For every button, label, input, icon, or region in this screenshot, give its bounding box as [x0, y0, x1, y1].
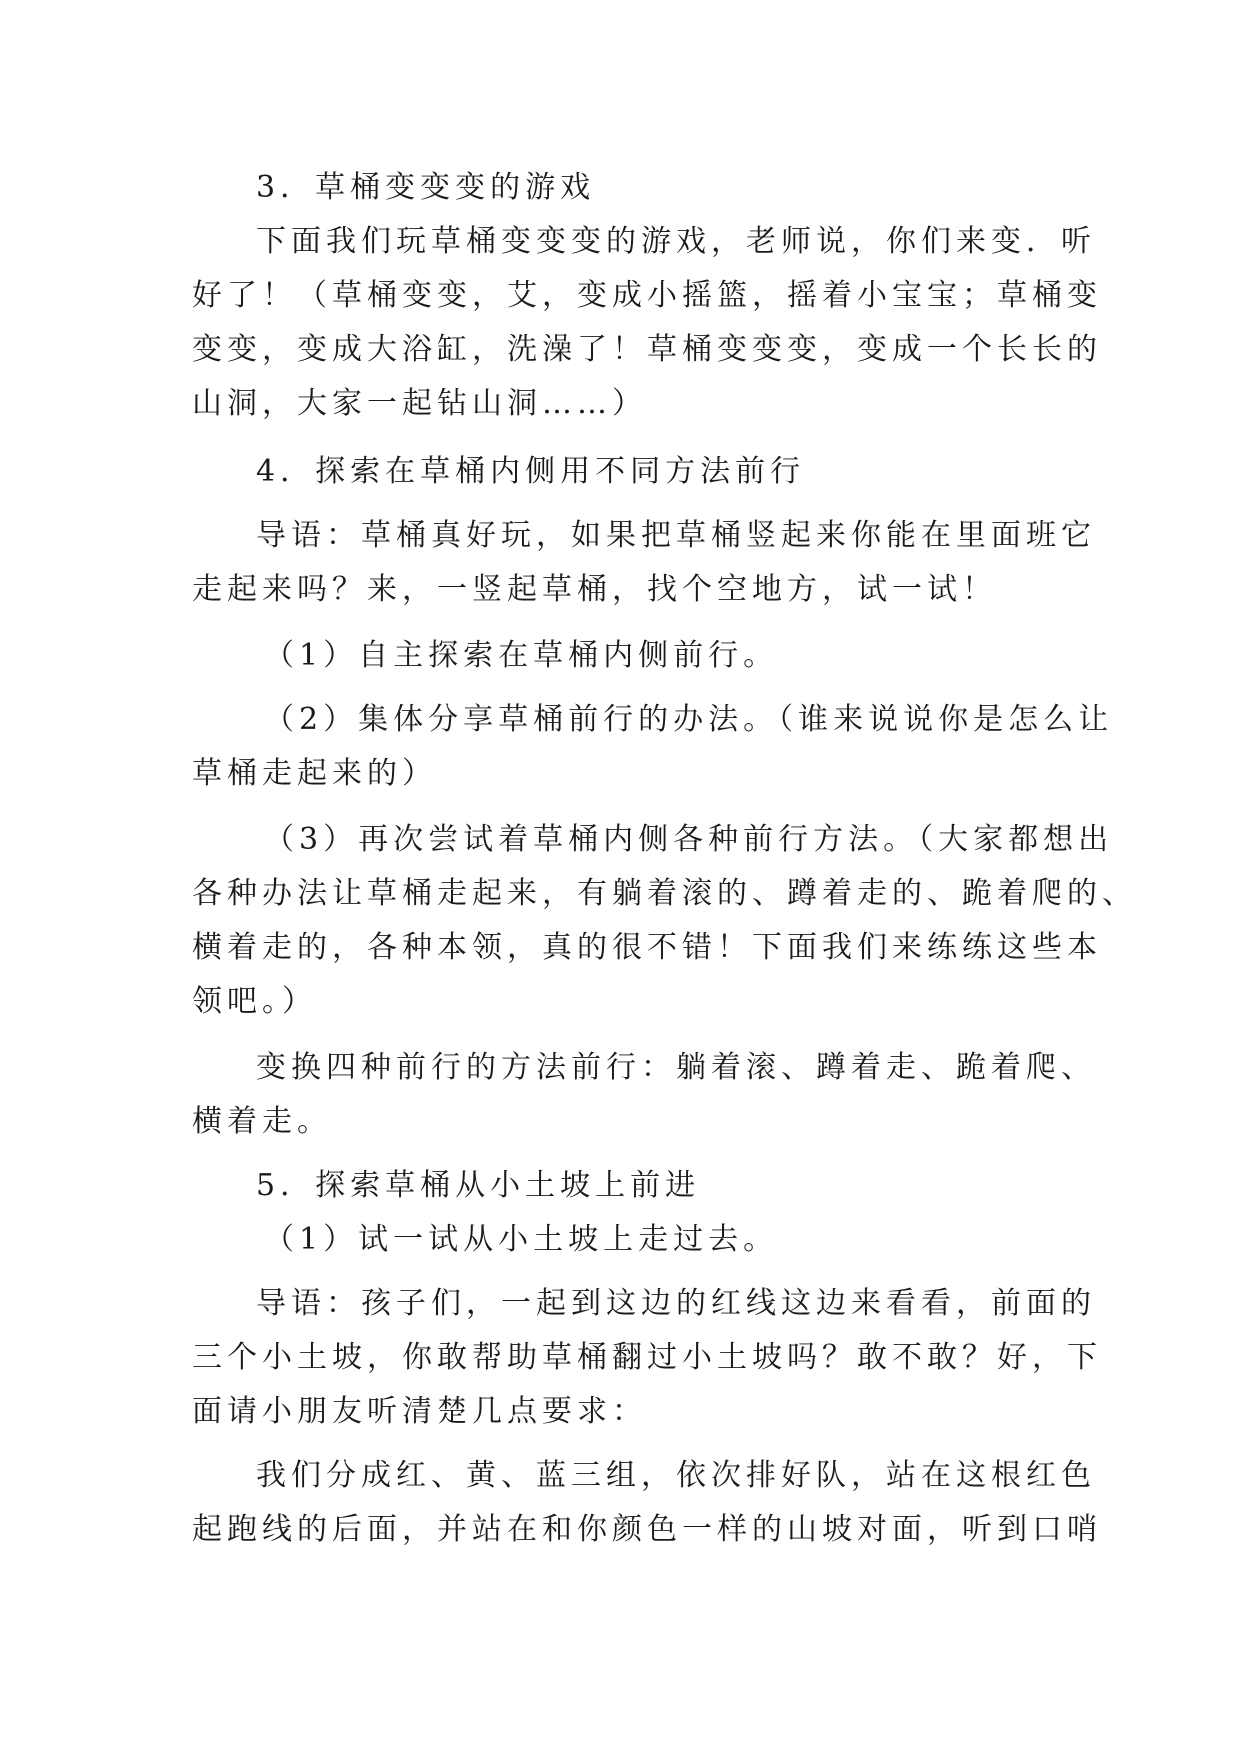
list-item: （1）试一试从小土坡上走过去。 [264, 1222, 779, 1257]
paragraph-line: 起跑线的后面，并站在和你颜色一样的山坡对面，听到口哨 [192, 1512, 1102, 1547]
heading-5: 5．探索草桶从小土坡上前进 [256, 1168, 701, 1203]
paragraph-line: 领吧。） [192, 984, 317, 1019]
paragraph-line: 横着走的，各种本领，真的很不错！下面我们来练练这些本 [192, 930, 1102, 965]
paragraph-line: 下面我们玩草桶变变变的游戏，老师说，你们来变．听 [256, 224, 1096, 259]
paragraph-line: 山洞，大家一起钻山洞……） [192, 386, 647, 421]
heading-3: 3．草桶变变变的游戏 [256, 170, 596, 205]
paragraph-line: 导语：孩子们，一起到这边的红线这边来看看，前面的 [256, 1286, 1096, 1321]
list-item: （1）自主探索在草桶内侧前行。 [264, 638, 779, 673]
paragraph-line: 草桶走起来的） [192, 756, 437, 791]
paragraph-line: 变换四种前行的方法前行：躺着滚、蹲着走、跪着爬、 [256, 1050, 1096, 1085]
list-item: （3）再次尝试着草桶内侧各种前行方法。（大家都想出 [264, 822, 1114, 857]
paragraph-line: 各种办法让草桶走起来，有躺着滚的、蹲着走的、跪着爬的、 [192, 876, 1137, 911]
paragraph-line: 面请小朋友听清楚几点要求： [192, 1394, 647, 1429]
paragraph-line: 导语：草桶真好玩，如果把草桶竖起来你能在里面班它 [256, 518, 1096, 553]
paragraph-line: 走起来吗？来，一竖起草桶，找个空地方，试一试！ [192, 572, 997, 607]
paragraph-line: 横着走。 [192, 1104, 332, 1139]
list-item: （2）集体分享草桶前行的办法。（谁来说说你是怎么让 [264, 702, 1114, 737]
paragraph-line: 三个小土坡，你敢帮助草桶翻过小土坡吗？敢不敢？好，下 [192, 1340, 1102, 1375]
paragraph-line: 好了！（草桶变变，艾，变成小摇篮，摇着小宝宝；草桶变 [192, 278, 1102, 313]
paragraph-line: 我们分成红、黄、蓝三组，依次排好队，站在这根红色 [256, 1458, 1096, 1493]
heading-4: 4．探索在草桶内侧用不同方法前行 [256, 454, 806, 489]
paragraph-line: 变变，变成大浴缸，洗澡了！草桶变变变，变成一个长长的 [192, 332, 1102, 367]
